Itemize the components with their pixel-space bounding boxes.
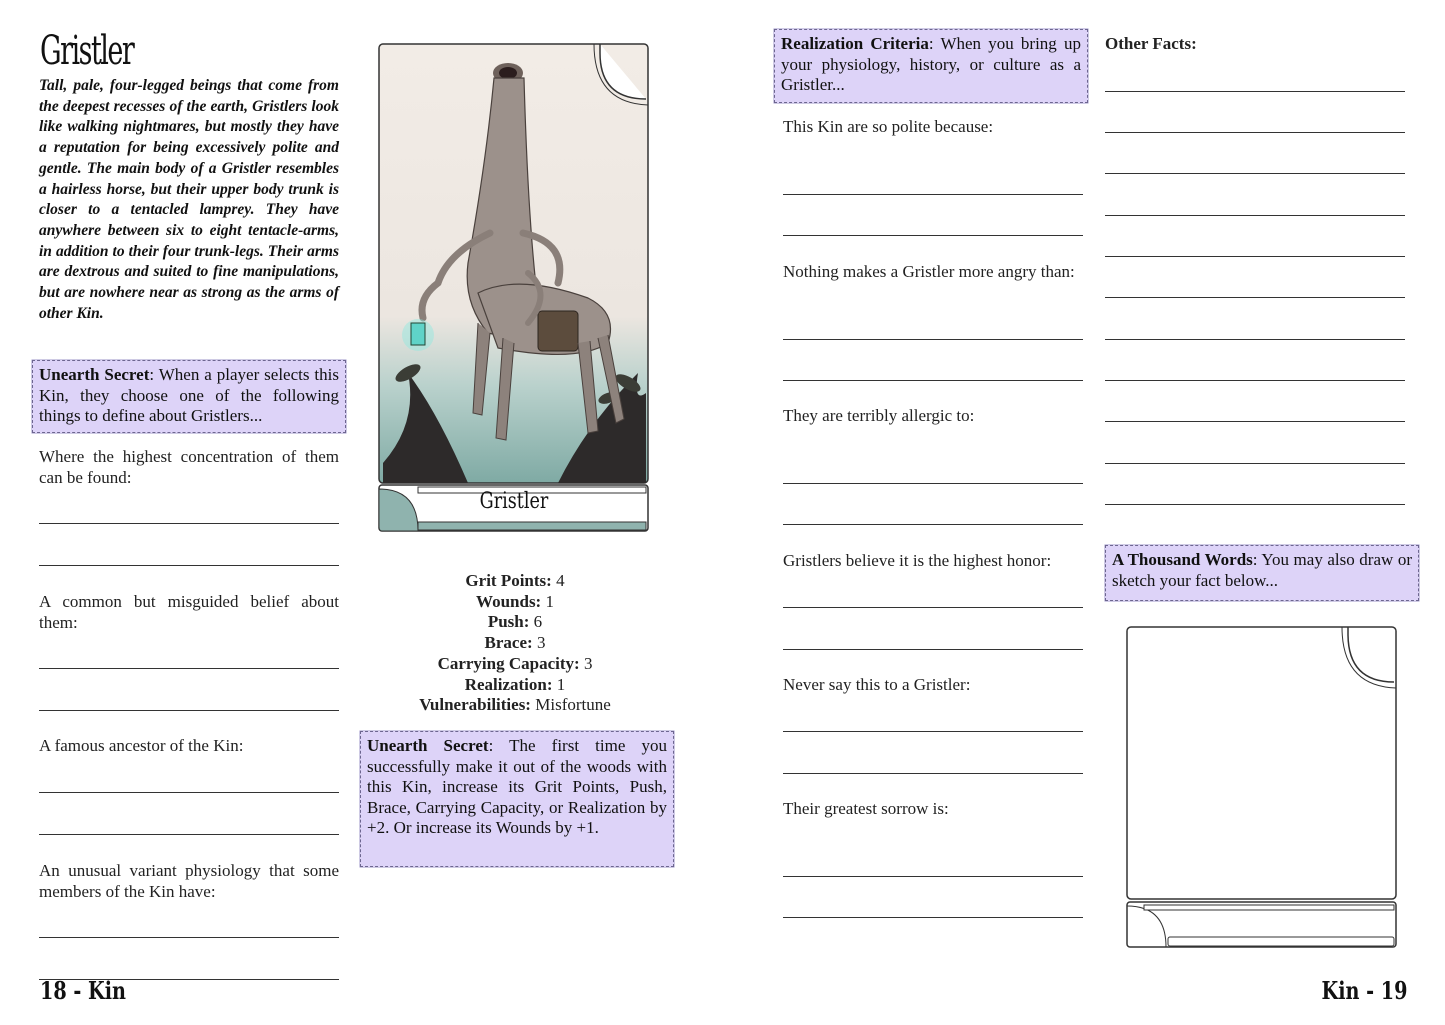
thousand-words-box [1105,545,1419,601]
write-line[interactable] [39,937,339,938]
kin-card [378,43,650,533]
write-line[interactable] [783,339,1083,340]
write-line[interactable] [1105,504,1405,505]
write-line[interactable] [1105,463,1405,464]
write-line[interactable] [783,876,1083,877]
unearth-secret-box [32,360,346,433]
write-line[interactable] [39,565,339,566]
write-line[interactable] [1105,215,1405,216]
stat-grit-points: Grit Points: 4 [465,571,565,590]
write-line[interactable] [1105,91,1405,92]
prompt-misguided-belief: A common but misguided belief about them: [39,592,339,632]
stat-realization: Realization: 1 [464,674,566,694]
prompt-angry: Nothing makes a Gristler more angry than: [783,262,1075,281]
prompt-famous-ancestor: A famous ancestor of the Kin: [39,736,244,755]
stat-push: Push: 6 [487,612,543,632]
write-line[interactable] [1105,297,1405,298]
realization-criteria-box [774,29,1088,103]
write-line[interactable] [783,380,1083,381]
write-line[interactable] [1105,339,1405,340]
page-title: Gristler [40,28,134,74]
creature-saddlebag [538,311,578,351]
write-line[interactable] [783,731,1083,732]
prompt-concentration: Where the highest concentration of them can be found: [39,447,339,487]
write-line[interactable] [783,649,1083,650]
page-number-left: 18 - Kin [40,976,126,1005]
stat-carrying-capacity: Carrying Capacity: 3 [437,653,593,673]
write-line[interactable] [39,710,339,711]
stat-wounds: Wounds: 1 [476,591,554,611]
prompt-variant-physiology: An unusual variant physiology that some members of the Kin have: [39,861,339,901]
unearth-secret-text: : When a player selects this Kin, they choose one of the following things to define about Gristlers... [39,365,339,426]
write-line[interactable] [1105,173,1405,174]
other-facts-title: Other Facts: [1105,34,1197,53]
prompt-allergic: They are terribly allergic to: [783,406,975,425]
write-line[interactable] [783,235,1083,236]
write-line[interactable] [783,607,1083,608]
write-line[interactable] [39,668,339,669]
thousand-words-text: : You may also draw or sketch your fact below... [1112,550,1412,590]
prompt-polite: This Kin are so polite because: [783,117,994,136]
write-line[interactable] [39,792,339,793]
prompt-never-say: Never say this to a Gristler: [783,675,971,694]
write-line[interactable] [1105,256,1405,257]
write-line[interactable] [783,773,1083,774]
write-line[interactable] [39,834,339,835]
prompt-sorrow: Their greatest sorrow is: [783,799,949,818]
write-line[interactable] [1105,380,1405,381]
write-line[interactable] [39,523,339,524]
unearth-secret-text: : The first time you successfully make it out of the woods with this Kin, increase its Grit Points, Push, Brace, Carrying Capacity, or Realization by +2. Or increase its Wounds by +1. [367,736,667,838]
sketch-card[interactable] [1126,626,1398,948]
write-line[interactable] [783,483,1083,484]
write-line[interactable] [783,194,1083,195]
stat-block [360,571,670,716]
lantern-icon [411,323,425,345]
realization-criteria-label: Realization Criteria [781,34,929,53]
write-line[interactable] [783,524,1083,525]
write-line[interactable] [1105,421,1405,422]
sketch-area [1127,627,1396,899]
stat-vulnerabilities: Vulnerabilities: Misfortune [419,695,611,715]
thousand-words-label: A Thousand Words [1112,550,1253,569]
write-line[interactable] [1105,132,1405,133]
unearth-secret-bonus-box [360,731,674,867]
realization-criteria-text: : When you bring up your physiology, history, or culture as a Gristler... [781,34,1081,95]
page-number-right: Kin - 19 [1321,976,1407,1005]
write-line[interactable] [783,917,1083,918]
card-name: Gristler [479,489,549,514]
unearth-secret-label: Unearth Secret [367,736,489,755]
unearth-secret-label: Unearth Secret [39,365,150,384]
prompt-honor: Gristlers believe it is the highest honor: [783,551,1052,570]
stat-brace: Brace: 3 [484,633,546,653]
kin-description: Tall, pale, four-legged beings that come from the deepest recesses of the earth, Gristlers look like walking nightmares, but mostly they have a reputation for being excessively polite and gentle. The main body of a Gristler resembles a hairless horse, but their upper body trunk is closer to a tentacled lamprey. They have anywhere between six to eight tentacle-arms, in addition to their four trunk-legs. Their arms are dextrous and suited to fine manipulations, but are nowhere near as strong as the arms of other Kin. [39,77,339,322]
